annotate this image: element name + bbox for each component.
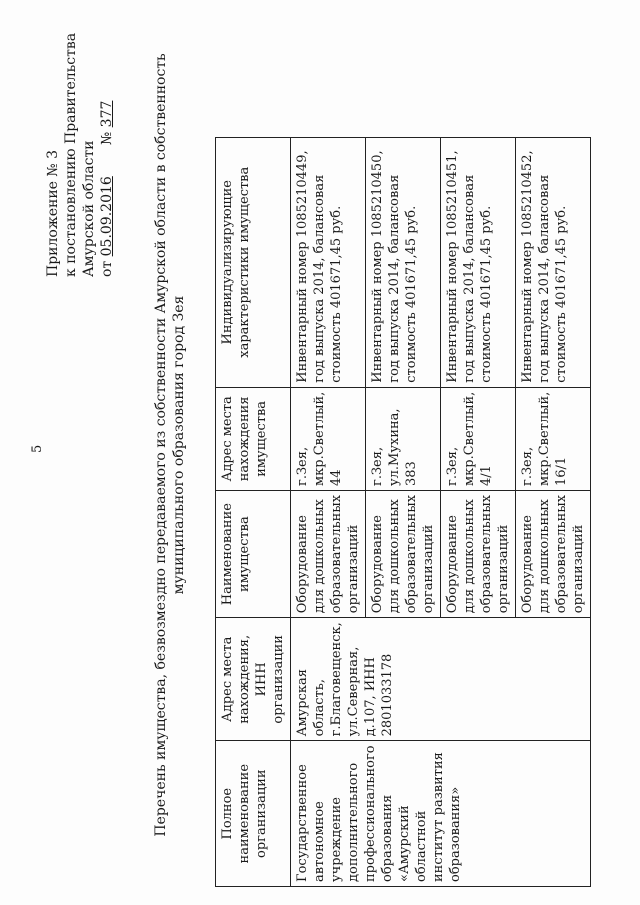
property-name: Оборудование для дошкольных образовательных организаций [516, 490, 591, 617]
property-name: Оборудование для дошкольных образовательных организаций [291, 490, 366, 617]
appendix-line-3: Амурской области [81, 140, 97, 277]
property-characteristics: Инвентарный номер 1085210450, год выпуска 2014, балансовая стоимость 401671,45 руб. [366, 137, 441, 387]
property-table [215, 137, 591, 887]
property-name: Оборудование для дошкольных образовательных организаций [366, 490, 441, 617]
page-number: 5 [30, 444, 45, 453]
decree-number: 377 [99, 100, 115, 128]
property-characteristics: Инвентарный номер 1085210452, год выпуска 2014, балансовая стоимость 401671,45 руб. [516, 137, 591, 387]
property-address: г.Зея, мкр.Светлый, 44 [291, 387, 366, 490]
property-address: г.Зея, мкр.Светлый, 16/1 [516, 387, 591, 490]
document-title: Перечень имущества, безвозмездно передаваемого из собственности Амурской области в собственность муниципального образования город Зея [153, 53, 187, 837]
date-prefix: от [99, 260, 115, 277]
number-prefix: № [99, 131, 115, 146]
appendix-date-line [98, 7, 116, 277]
property-address: г.Зея, ул.Мухина, 383 [366, 387, 441, 490]
header-property-name: Наименование имущества [216, 490, 291, 617]
property-address: г.Зея, мкр.Светлый, 4/1 [441, 387, 516, 490]
table-row [291, 137, 366, 886]
appendix-line-2: к постановлению Правительства [63, 32, 79, 277]
appendix-line-1: Приложение № 3 [45, 150, 61, 277]
header-property-address: Адрес места нахождения имущества [216, 387, 291, 490]
organization-address: Амурская область, г.Благовещенск, ул.Северная, д.107, ИНН 2801033178 [291, 618, 591, 741]
header-org-name: Полное наименование организации [216, 741, 291, 887]
header-org-address: Адрес места нахождения, ИНН организации [216, 618, 291, 741]
decree-date: 05.09.2016 [99, 176, 115, 257]
header-characteristics: Индивидуализирующие характеристики имущества [216, 137, 291, 387]
property-name: Оборудование для дошкольных образовательных организаций [441, 490, 516, 617]
table-header-row [216, 137, 291, 886]
appendix-header [44, 7, 116, 277]
organization-name: Государственное автономное учреждение дополнительного профессионального образования «Амурский областной институт развития образования» [291, 741, 591, 887]
property-characteristics: Инвентарный номер 1085210449, год выпуска 2014, балансовая стоимость 401671,45 руб. [291, 137, 366, 387]
property-characteristics: Инвентарный номер 1085210451, год выпуска 2014, балансовая стоимость 401671,45 руб. [441, 137, 516, 387]
